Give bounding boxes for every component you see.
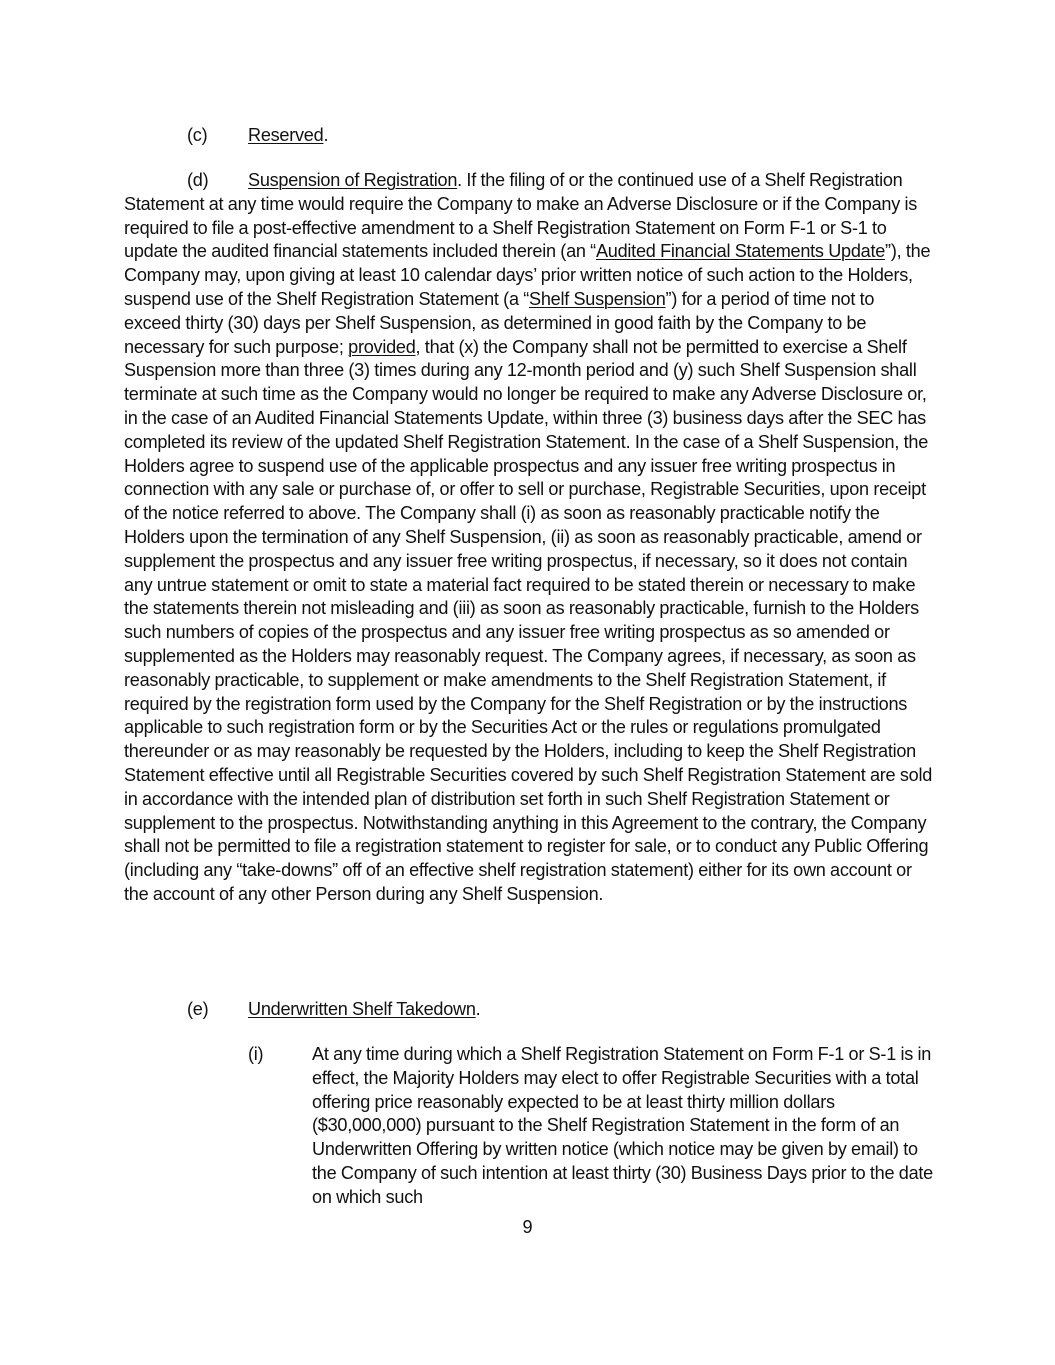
page-number: 9 (522, 1217, 533, 1237)
section-c-heading (187, 124, 328, 148)
section-d-text-2: ”), the Company may, upon giving at least 10 calendar days’ prior written notice of such action to the Holders, suspend use of the Shelf Registration Statement (a “ (124, 241, 931, 309)
section-d-text-4: , that (x) the Company shall not be permitted to exercise a Shelf Suspension more than three (3) times during any 12-month period and (y) such Shelf Suspension shall terminate at such time as the Company would no longer be required to make any Adverse Disclosure or, in the case of an Audited Financial Statements Update, within three (3) business days after the SEC has completed its review of the updated Shelf Registration Statement. In the case of a Shelf Suspension, the Holders agree to suspend use of the applicable prospectus and any issuer free writing prospectus in connection with any sale or purchase of, or offer to sell or purchase, Registrable Securities, upon receipt of the notice referred to above. The Company shall (i) as soon as reasonably practicable notify the Holders upon the termination of any Shelf Suspension, (ii) as soon as reasonably practicable, amend or supplement the prospectus and any issuer free writing prospectus, if necessary, so it does not contain any untrue statement or omit to state a material fact required to be stated therein or necessary to make the statements therein not misleading and (iii) as soon as reasonably practicable, furnish to the Holders such numbers of copies of the prospectus and any issuer free writing prospectus as so amended or supplemented as the Holders may reasonably request. The Company agrees, if necessary, as soon as reasonably practicable, to supplement or make amendments to the Shelf Registration Statement, if required by the registration form used by the Company for the Shelf Registration or by the instructions applicable to such registration form or by the Securities Act or the rules or regulations promulgated thereunder or as may reasonably be requested by the Holders, including to keep the Shelf Registration Statement effective until all Registrable Securities covered by such Shelf Registration Statement are sold in accordance with the intended plan of distribution set forth in such Shelf Registration Statement or supplement to the prospectus. Notwithstanding anything in this Agreement to the contrary, the Company shall not be permitted to file a registration statement to register for sale, or to conduct any Public Offering (including any “take-downs” off of an effective shelf registration statement) either for its own account or the account of any other Person during any Shelf Suspension. (124, 336, 933, 904)
section-c-label: (c) (187, 125, 208, 145)
section-e-title-period: . (475, 999, 481, 1019)
section-e-title: Underwritten Shelf Takedown (248, 999, 476, 1019)
section-d-text-1: If the filing of or the continued use of a Shelf Registration Statement at any time would require the Company to make an Adverse Disclosure or if the Company is required to file a post-effective amendment to a Shelf Registration Statement on Form F-1 or S-1 to update the audited financial statements included therein (an “ (124, 170, 918, 262)
section-d-text-3: ”) for a period of time not to exceed thirty (30) days per Shelf Suspension, as determined in good faith by the Company to be necessary for such purpose; (124, 288, 875, 357)
section-e-i-paragraph (248, 1043, 934, 1210)
section-d-paragraph (124, 169, 934, 907)
section-e-heading (187, 998, 480, 1022)
section-d-title-period: . (457, 170, 462, 190)
section-d-indent (124, 170, 248, 190)
section-c-title-period: . (323, 125, 329, 145)
section-e-i-label: (i) (248, 1044, 264, 1064)
defined-term-shelf-suspension: Shelf Suspension (529, 288, 666, 309)
defined-term-audited-financial-statements-update: Audited Financial Statements Update (595, 241, 886, 262)
section-e-label: (e) (187, 999, 209, 1019)
section-c-title: Reserved (248, 125, 324, 145)
section-e-i-text: At any time during which a Shelf Registration Statement on Form F-1 or S-1 is in effect, the Majority Holders may elect to offer Registrable Securities with a total offering price reasonably expected to be at least thirty million dollars ($30,000,000) pursuant to the Shelf Registration Statement in the form of an Underwritten Offering by written notice (which notice may be given by email) to the Company of such intention at least thirty (30) Business Days prior to the date on which such (312, 1044, 933, 1207)
section-d-title: Suspension of Registration (248, 170, 458, 190)
section-d-label: (d) (187, 170, 209, 190)
defined-term-provided: provided (348, 336, 416, 357)
